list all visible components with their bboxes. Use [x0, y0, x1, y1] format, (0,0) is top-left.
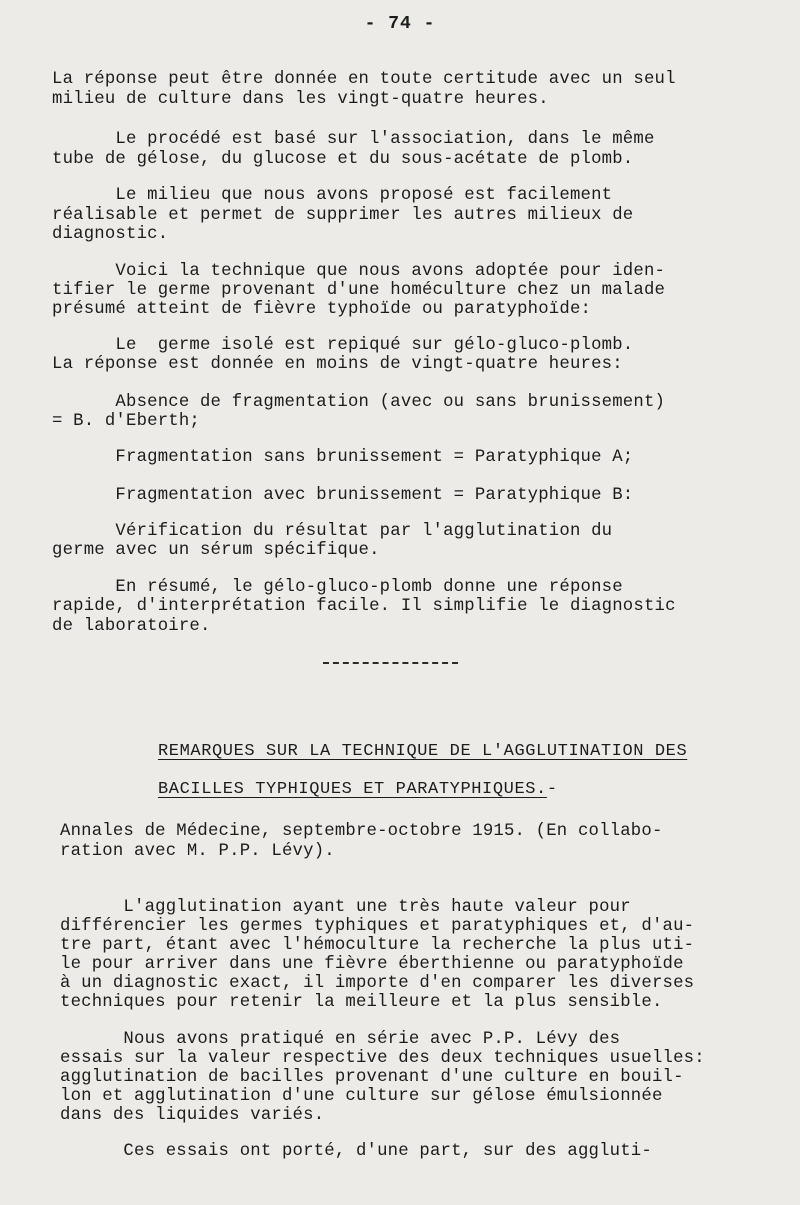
text-line: Fragmentation sans brunissement = Paratyphique A; — [52, 448, 634, 467]
article-title-line-2-wrap — [158, 780, 557, 799]
text-line: La réponse est donnée en moins de vingt-quatre heures: — [52, 355, 623, 374]
text-line: Ces essais ont porté, d'une part, sur des aggluti- — [60, 1142, 652, 1161]
text-line: Le procédé est basé sur l'association, dans le même — [52, 130, 655, 149]
article-title-line-2: BACILLES TYPHIQUES ET PARATYPHIQUES. — [158, 780, 547, 799]
text-line: Fragmentation avec brunissement = Paratyphique B: — [52, 486, 634, 505]
text-line: Le germe isolé est repiqué sur gélo-gluco-plomb. — [52, 336, 634, 355]
citation-line: ration avec M. P.P. Lévy). — [60, 842, 335, 861]
article-title-suffix: - — [546, 780, 558, 799]
text-line: diagnostic. — [52, 225, 169, 244]
text-line: Nous avons pratiqué en série avec P.P. Lévy des — [60, 1030, 621, 1049]
text-line: rapide, d'interprétation facile. Il simplifie le diagnostic — [52, 597, 676, 616]
text-line: lon et agglutination d'une culture sur gélose émulsionnée — [60, 1087, 663, 1106]
text-line: techniques pour retenir la meilleure et la plus sensible. — [60, 993, 663, 1012]
text-line: = B. d'Eberth; — [52, 412, 200, 431]
text-line: réalisable et permet de supprimer les autres milieux de — [52, 206, 634, 225]
text-line: Voici la technique que nous avons adoptée pour iden- — [52, 262, 666, 281]
text-line: tube de gélose, du glucose et du sous-acétate de plomb. — [52, 150, 634, 169]
text-line: à un diagnostic exact, il importe d'en comparer les diverses — [60, 974, 695, 993]
text-line: En résumé, le gélo-gluco-plomb donne une réponse — [52, 578, 623, 597]
text-line: Absence de fragmentation (avec ou sans brunissement) — [52, 393, 666, 412]
text-line: L'agglutination ayant une très haute valeur pour — [60, 898, 631, 917]
text-line: différencier les germes typhiques et paratyphiques et, d'au- — [60, 917, 695, 936]
text-line: le pour arriver dans une fièvre éberthienne ou paratyphoïde — [60, 955, 684, 974]
text-line: Le milieu que nous avons proposé est facilement — [52, 186, 613, 205]
text-line: essais sur la valeur respective des deux techniques usuelles: — [60, 1049, 705, 1068]
page-number: - 74 - — [364, 14, 436, 34]
text-line: agglutination de bacilles provenant d'une culture en bouil- — [60, 1068, 684, 1087]
text-line: présumé atteint de fièvre typhoïde ou paratyphoïde: — [52, 300, 592, 319]
text-line: Vérification du résultat par l'agglutination du — [52, 522, 613, 541]
article-title-line-1: REMARQUES SUR LA TECHNIQUE DE L'AGGLUTINATION DES — [158, 742, 688, 761]
text-line: tifier le germe provenant d'une homéculture chez un malade — [52, 281, 666, 300]
text-line: de laboratoire. — [52, 617, 211, 636]
text-line: milieu de culture dans les vingt-quatre heures. — [52, 90, 549, 109]
text-line: La réponse peut être donnée en toute certitude avec un seul — [52, 70, 676, 89]
text-line: tre part, étant avec l'hémoculture la recherche la plus uti- — [60, 936, 695, 955]
text-line: germe avec un sérum spécifique. — [52, 541, 380, 560]
text-line: dans des liquides variés. — [60, 1106, 325, 1125]
section-divider — [323, 662, 458, 664]
citation-line: Annales de Médecine, septembre-octobre 1915. (En collabo- — [60, 822, 663, 841]
